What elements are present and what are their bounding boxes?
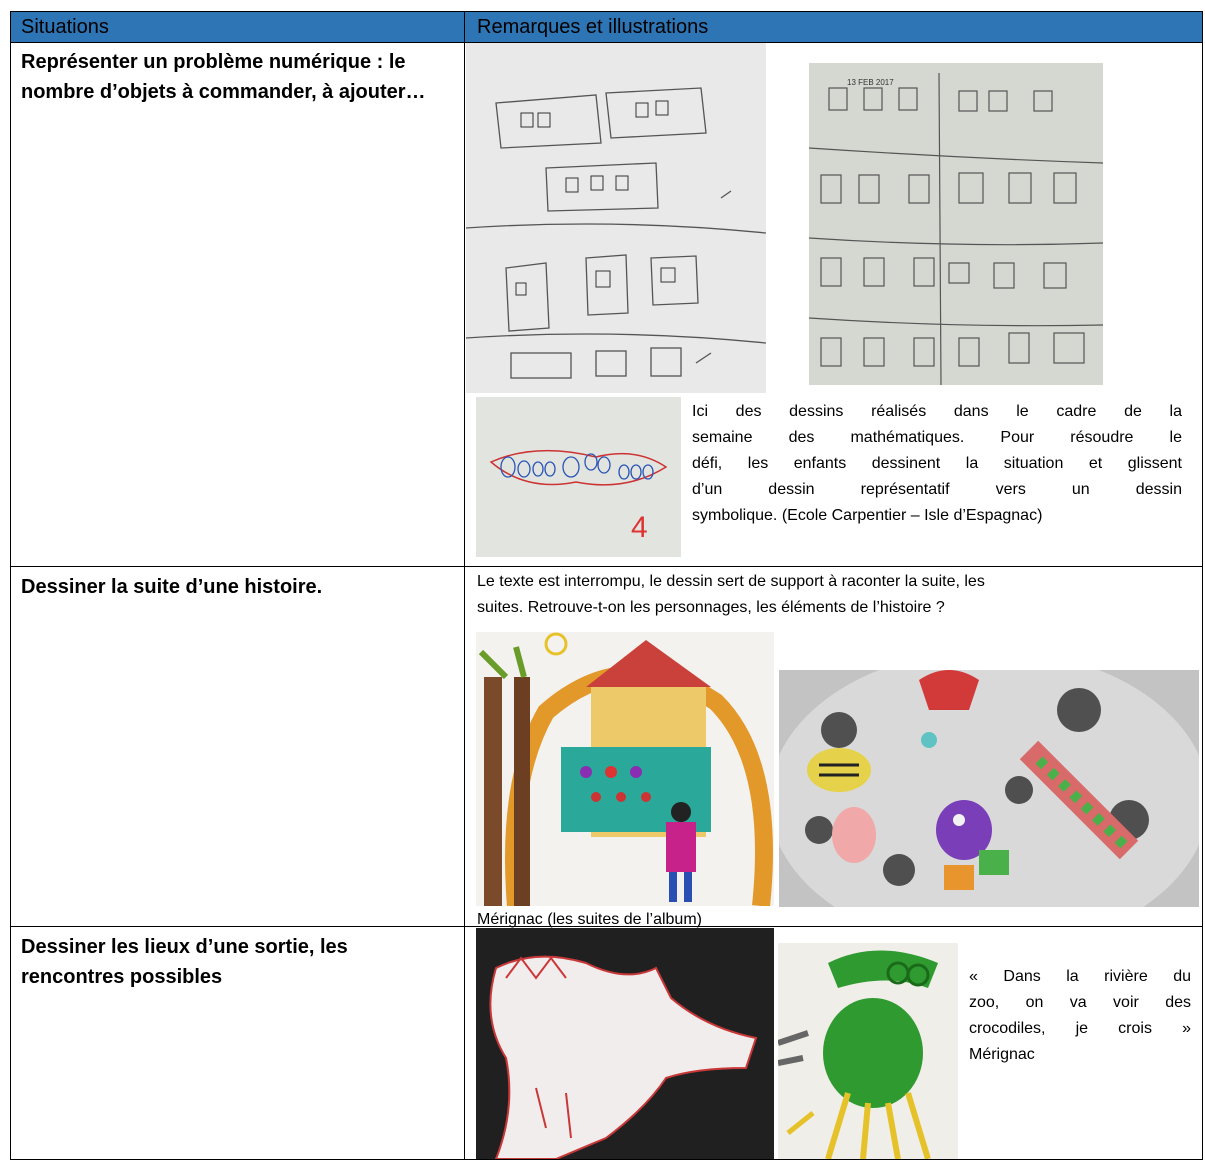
remark-1-line-1: Ici des dessins réalisés dans le cadre de la: [692, 403, 1182, 420]
remark-1-line-3: défi, les enfants dessinent la situation et glissent: [692, 455, 1182, 472]
remark-1-line-4: d’un dessin représentatif vers un dessin: [692, 481, 1182, 498]
remark-2-line-2: suites. Retrouve-t-on les personnages, les éléments de l’histoire ?: [477, 599, 945, 616]
quote-line-1: « Dans la rivière du: [969, 968, 1191, 985]
situation-3: Dessiner les lieux d’une sortie, les rencontres possibles: [21, 936, 348, 988]
remark-1-line-2: semaine des mathématiques. Pour résoudre le: [692, 429, 1182, 446]
caption-merignac: Mérignac (les suites de l’album): [477, 911, 702, 928]
situation-2: Dessiner la suite d’une histoire.: [21, 576, 323, 598]
photo-math-drawing-3: [476, 397, 681, 557]
situation-1: Représenter un problème numérique : le nombre d’objets à commander, à ajouter…: [21, 51, 426, 103]
remark-2: [477, 569, 1197, 621]
photo-story-drawing-1: [476, 632, 774, 906]
photo-date-stamp: 13 FEB 2017: [847, 78, 894, 87]
header-situations: Situations: [21, 16, 109, 38]
photo-outing-drawing-2: [778, 943, 958, 1159]
remark-2-line-1: Le texte est interrompu, le dessin sert de support à raconter la suite, les: [477, 573, 985, 590]
photo-outing-drawing-1: [476, 928, 774, 1159]
header-remarks: Remarques et illustrations: [477, 16, 709, 38]
photo-story-drawing-2: [779, 670, 1199, 907]
remark-1: [692, 399, 1192, 529]
quote-line-3: crocodiles, je crois »: [969, 1020, 1191, 1037]
situations-table: [10, 11, 1203, 1160]
table-header: [11, 12, 1202, 43]
photo-math-drawing-1: [466, 43, 766, 393]
quote-line-4: Mérignac: [969, 1046, 1035, 1063]
photo-math-drawing-2: [809, 63, 1103, 385]
quote-3: [969, 964, 1199, 1068]
column-divider: [464, 12, 465, 1159]
quote-line-2: zoo, on va voir des: [969, 994, 1191, 1011]
row-divider-1: [11, 566, 1202, 567]
remark-1-line-5: symbolique. (Ecole Carpentier – Isle d’Espagnac): [692, 507, 1043, 524]
photo-digit: 4: [631, 511, 648, 544]
